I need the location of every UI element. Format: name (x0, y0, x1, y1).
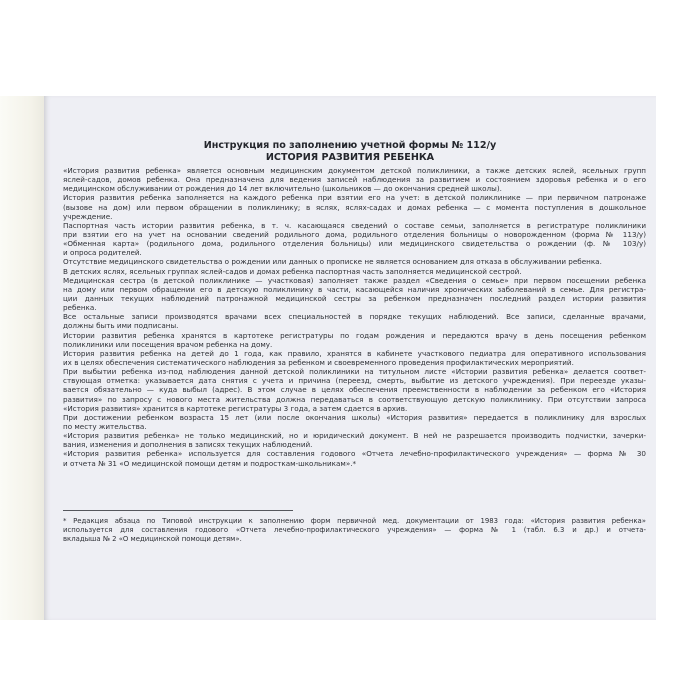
text-line: должны быть ими подписаны. (63, 321, 179, 331)
text-line: вается обязательно — куда выбыл (адрес). В этом случае в целях обеспечения преемственности в наблюдении за ребенком его «История (63, 385, 646, 395)
text-line: развития» по запросу с нового места жительства должна передаваться в соответствующую детскую поликлинику. При отсутствии запроса (63, 394, 646, 404)
text-line: ции данных текущих наблюдений патронажной медицинской сестры за ребенком предназначен последний раздел истории развития (63, 293, 646, 303)
text-line: Все остальные записи производятся врачами всех специальностей в порядке текущих наблюдений. Все записи, сделанные врачами, (63, 312, 646, 322)
document-title: Инструкция по заполнению учетной формы № 112/у (203, 140, 497, 151)
footnote-line: * Редакция абзаца по Типовой инструкции к заполнению форм первичной мед. документации от 1983 года: «История развития ребенка» (63, 517, 646, 525)
text-line: и отчета № 31 «О медицинской помощи детям и подросткам-школьникам».* (63, 458, 357, 468)
text-line: «История развития» хранится в картотеке регистратуры 3 года, а затем сдается в архив. (63, 403, 408, 413)
text-line: и опроса родителей. (63, 248, 142, 258)
text-line: Паспортная часть истории развития ребенка, в т. ч. касающаяся сведений о составе семьи, заполняется в регистратуре поликлиники (63, 220, 646, 230)
text-line: яслей-садов, домов ребенка. Она предназначена для ведения записей наблюдения за развитием и состоянием здоровья ребенка и о его (63, 175, 646, 185)
footnote-line: вкладыша № 2 «О медицинской помощи детям». (63, 535, 242, 543)
text-line: учреждение. (63, 211, 113, 221)
text-line: на дому или первом обращении его в детскую поликлинику в части, касающейся наличия хронических заболеваний в семье. Для регистра- (63, 284, 646, 294)
footnote-divider (63, 510, 293, 511)
title-block (44, 140, 656, 164)
text-line: Медицинская сестра (в детской поликлинике — участковая) заполняет также раздел «Сведения о семье» при первом посещении ребенка (63, 275, 646, 285)
text-line: История развития ребенка на детей до 1 года, как правило, хранятся в кабинете участкового педиатра для оперативного использования (63, 348, 646, 358)
text-line: При выбытии ребенка из-под наблюдения данной детской поликлиники на титульном листе «Истории развития ребенка» делается соответ- (63, 367, 646, 377)
text-line: поликлиники или посещения врачом ребенка на дому. (63, 339, 273, 349)
text-line: При достижении ребенком возраста 15 лет (или после окончания школы) «История развития» передается в поликлинику для взрослых (63, 412, 646, 422)
booklet-spine (0, 96, 44, 620)
text-line: по месту жительства. (63, 421, 147, 431)
text-line: «История развития ребенка» является основным медицинским документом детской поликлиники, а также детских яслей, ясельных групп (63, 166, 646, 175)
instruction-body (63, 166, 646, 468)
text-line: вания, изменения и дополнения в записях текущих наблюдений. (63, 440, 313, 450)
text-line: Истории развития ребенка хранятся в картотеке регистратуры по годам рождения и передаются врачу в день посещения ребенком (63, 330, 646, 340)
document-page (44, 96, 656, 620)
text-line: «История развития ребенка» не только медицинский, но и юридический документ. В ней не разрешается производить подчистки, зачерки- (63, 431, 646, 441)
document-subtitle: ИСТОРИЯ РАЗВИТИЯ РЕБЕНКА (265, 152, 435, 163)
text-line: В детских яслях, ясельных группах яслей-садов и домах ребенка паспортная часть заполняется медицинской сестрой. (63, 266, 522, 276)
footnote-block (63, 517, 646, 544)
text-line: медицинском обслуживании от рождения до 14 лет включительно (школьников — до окончания средней школы). (63, 184, 502, 194)
text-line: «История развития ребенка» используется для составления годового «Отчета лечебно-профилактического учреждения» — форма № 30 (63, 449, 646, 459)
text-line: ребенка. (63, 303, 97, 313)
text-line: (вызове на дом) или первом обращении в поликлинику; в яслях, яслях-садах и домах ребенка — с момента поступления в дошкольное (63, 202, 646, 212)
footnote-line: используется для составления годового «Отчета лечебно-профилактического учреждения» — форма № 1 (табл. 6.3 и др.) и отчета- (63, 526, 646, 534)
text-line: История развития ребенка заполняется на каждого ребенка при взятии его на учет: в детской поликлинике — при первичном патронаже (63, 193, 646, 203)
text-line: при взятии его на учет на основании сведений родильного дома, родильного отделения больницы о новорожденном (форма № 113/у) (63, 229, 646, 239)
text-line: «Обменная карта» (родильного дома, родильного отделения больницы) или медицинского свидетельства о рождении (ф. № 103/у) (63, 239, 646, 249)
text-line: ствующая отметка: указывается дата снятия с учета и причина (переезд, смерть, выбытие из детского учреждения). При переезде указы- (63, 376, 646, 386)
text-line: Отсутствие медицинского свидетельства о рождении или данных о прописке не является основанием для отказа в обслуживании ребенка. (63, 257, 602, 267)
text-line: их в целях обеспечения систематического наблюдения за ребенком и своевременного проведения профилактических мероприятий. (63, 357, 574, 367)
